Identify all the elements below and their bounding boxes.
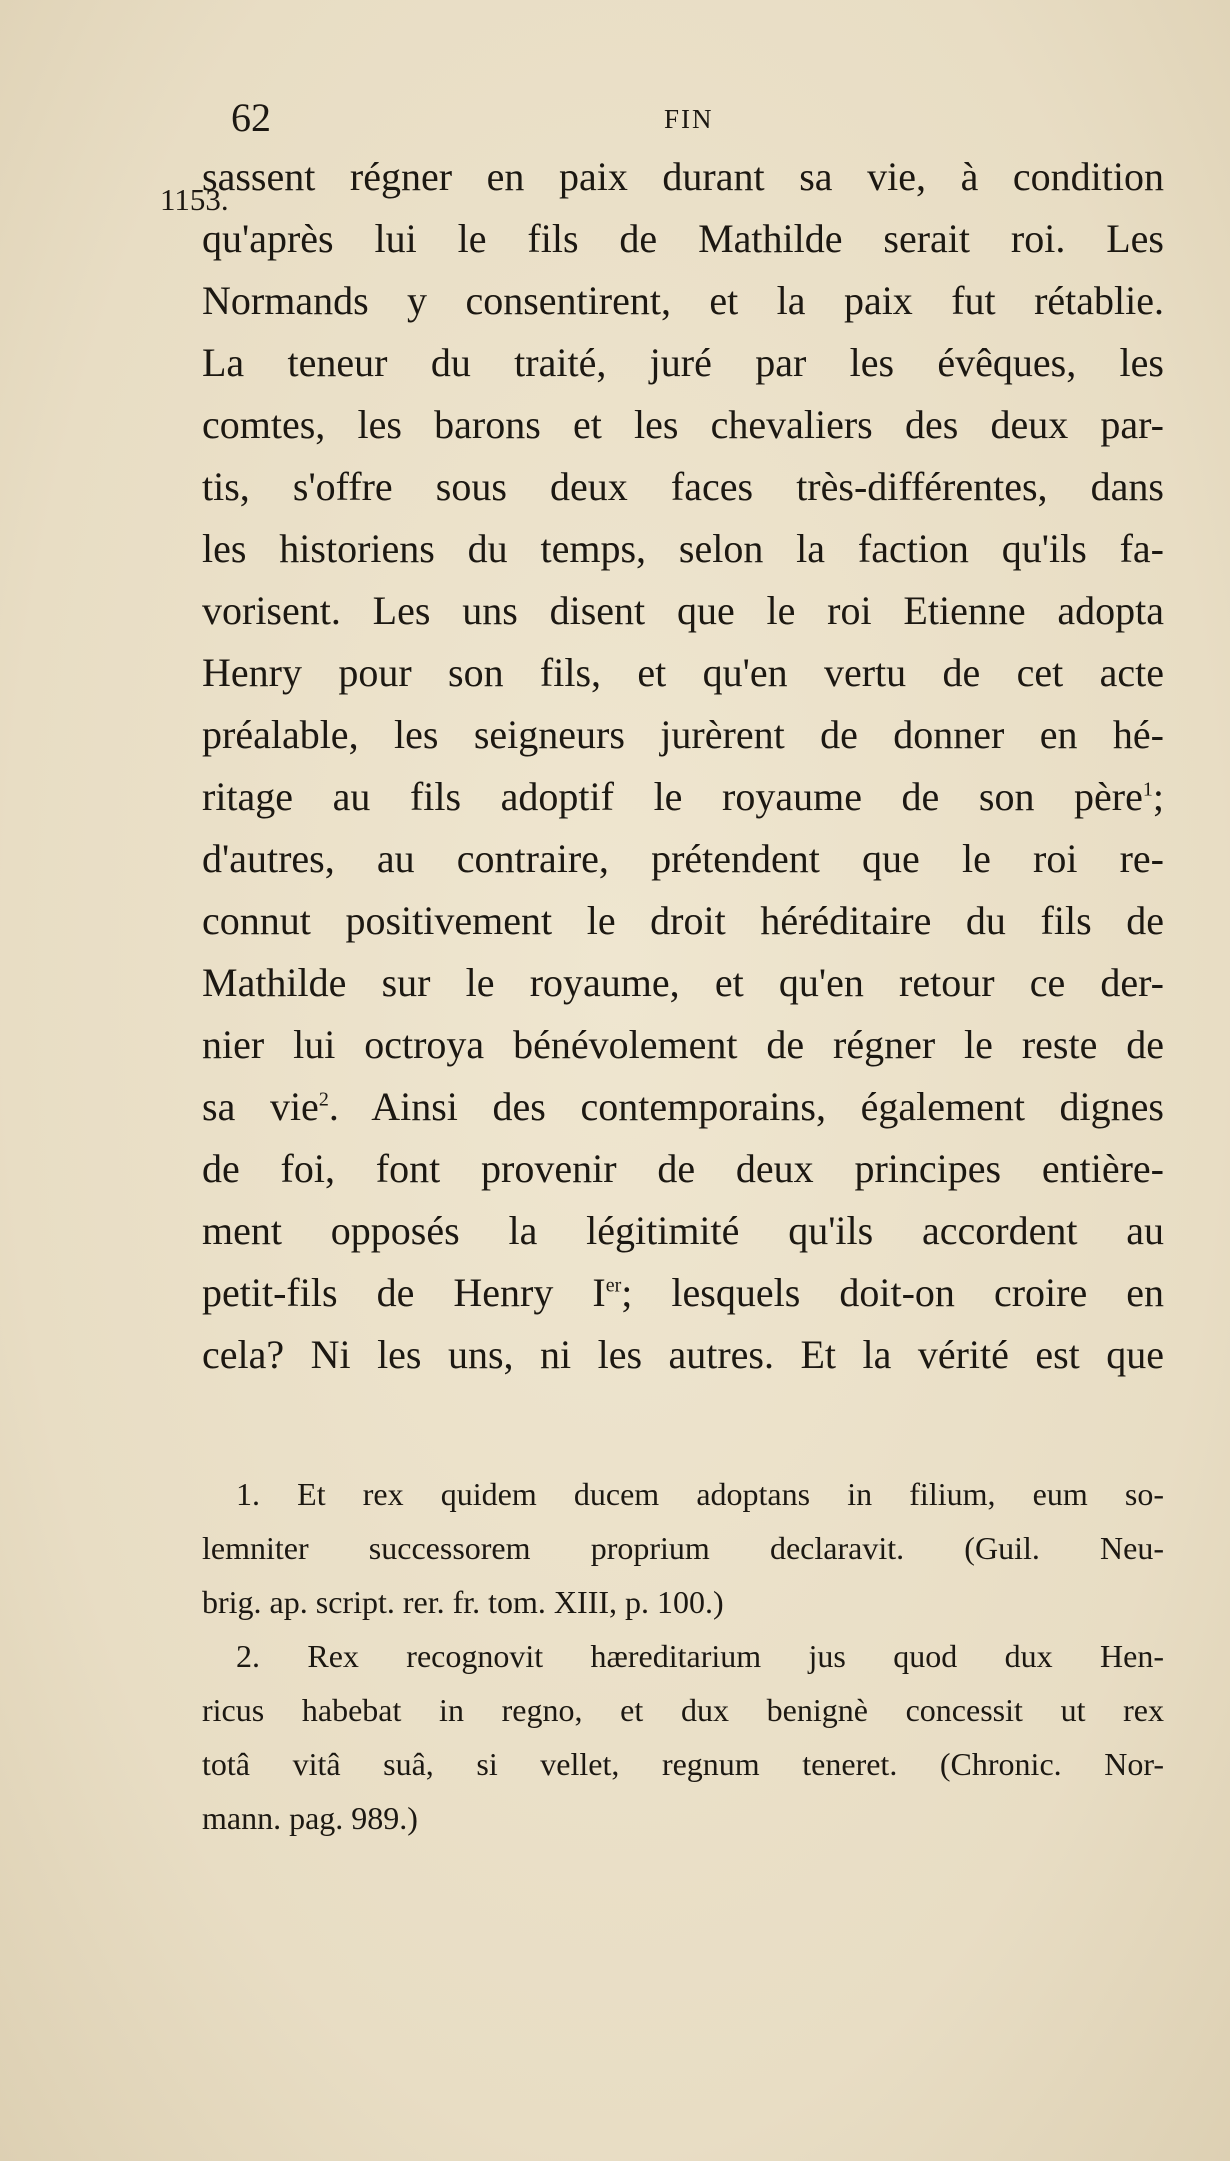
body-line xyxy=(202,766,1164,828)
body-line: nier lui octroya bénévolement de régner le reste de xyxy=(202,1022,1164,1067)
footnote-line: lemniter successorem proprium declaravit. (Guil. Neu- xyxy=(202,1530,1164,1566)
ordinal-suffix: er xyxy=(605,1274,622,1297)
body-line xyxy=(202,1076,1164,1138)
body-line: de foi, font provenir de deux principes entière- xyxy=(202,1146,1164,1191)
body-line-text: sa vie xyxy=(202,1084,319,1129)
footnote-ref-1: 1 xyxy=(1142,778,1153,801)
page-number: 62 xyxy=(231,95,271,140)
footnote-line: totâ vitâ suâ, si vellet, regnum teneret. (Chronic. Nor- xyxy=(202,1746,1164,1782)
body-line: ment opposés la légitimité qu'ils accordent au xyxy=(202,1208,1164,1253)
body-line: sassent régner en paix durant sa vie, à condition xyxy=(202,154,1164,199)
body-line: La teneur du traité, juré par les évêques, les xyxy=(202,340,1164,385)
body-text xyxy=(202,146,1164,1386)
running-head: FIN xyxy=(664,104,714,134)
footnote-2: 2. Rex recognovit hæreditarium jus quod dux Hen- xyxy=(236,1638,1164,1674)
body-line: vorisent. Les uns disent que le roi Etienne adopta xyxy=(202,588,1164,633)
footnote-ref-2: 2 xyxy=(318,1088,329,1111)
body-line: connut positivement le droit héréditaire du fils de xyxy=(202,898,1164,943)
body-line xyxy=(202,1262,1164,1324)
body-line: Normands y consentirent, et la paix fut rétablie. xyxy=(202,278,1164,323)
footnote-line: brig. ap. script. rer. fr. tom. XIII, p. 100.) xyxy=(202,1584,724,1620)
footnote-line: mann. pag. 989.) xyxy=(202,1800,418,1836)
body-line-text: petit-fils de Henry I xyxy=(202,1270,606,1315)
body-line-tail: ; lesquels doit-on croire en xyxy=(621,1270,1165,1315)
body-line: Henry pour son fils, et qu'en vertu de cet acte xyxy=(202,650,1164,695)
footnote-1: 1. Et rex quidem ducem adoptans in filium, eum so- xyxy=(236,1476,1164,1512)
page-header xyxy=(0,95,1230,140)
body-line: préalable, les seigneurs jurèrent de donner en hé- xyxy=(202,712,1164,757)
body-line: cela? Ni les uns, ni les autres. Et la vérité est que xyxy=(202,1332,1164,1377)
body-line-tail: . Ainsi des contemporains, également dignes xyxy=(328,1084,1164,1129)
body-line: Mathilde sur le royaume, et qu'en retour ce der- xyxy=(202,960,1164,1005)
body-line: d'autres, au contraire, prétendent que le roi re- xyxy=(202,836,1164,881)
body-line: comtes, les barons et les chevaliers des deux par- xyxy=(202,402,1164,447)
footnotes xyxy=(202,1467,1164,1845)
margin-year: 1153. xyxy=(160,182,229,217)
body-line: tis, s'offre sous deux faces très-différentes, dans xyxy=(202,464,1164,509)
footnote-line: ricus habebat in regno, et dux benignè concessit ut rex xyxy=(202,1692,1164,1728)
body-line: les historiens du temps, selon la faction qu'ils fa- xyxy=(202,526,1164,571)
body-line-tail: ; xyxy=(1152,774,1164,819)
body-line: qu'après lui le fils de Mathilde serait roi. Les xyxy=(202,216,1164,261)
body-line-text: ritage au fils adoptif le royaume de son père xyxy=(202,774,1143,819)
